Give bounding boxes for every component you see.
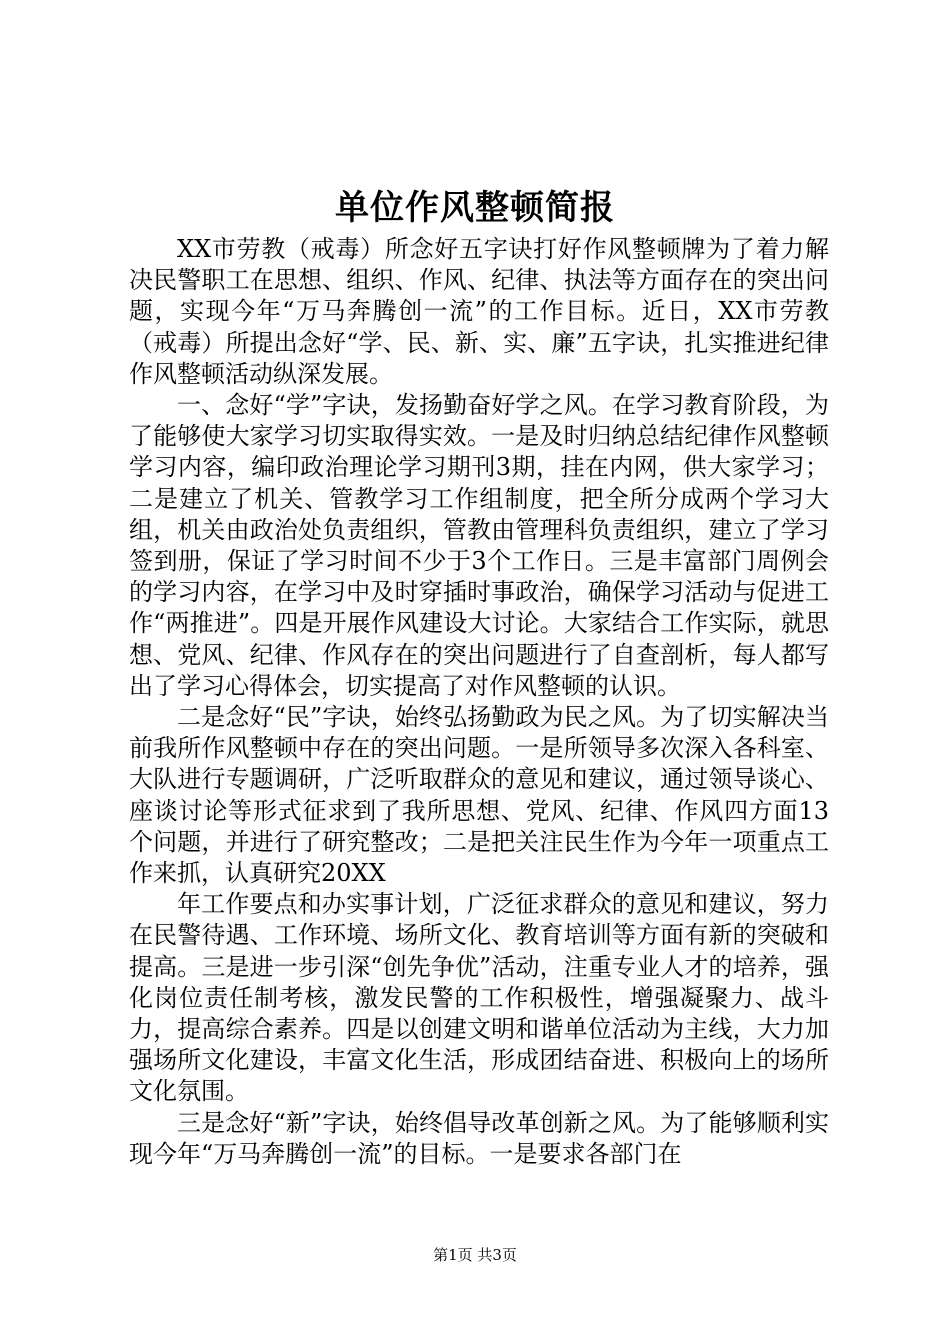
paragraph: 一、念好“学”字诀，发扬勤奋好学之风。在学习教育阶段，为了能够使大家学习切实取得实效。一是及时归纳总结纪律作风整顿学习内容，编印政治理论学习期刊3期，挂在内网，供大家学习；二是建立了机关、管教学习工作组制度，把全所分成两个学习大组，机关由政治处负责组织，管教由管理科负责组织，建立了学习签到册，保证了学习时间不少于3个工作日。三是丰富部门周例会的学习内容，在学习中及时穿插时事政治，确保学习活动与促进工作“两推进”。四是开展作风建设大讨论。大家结合工作实际，就思想、党风、纪律、作风存在的突出问题进行了自查剖析，每人都写出了学习心得体会，切实提高了对作风整顿的认识。 bbox=[129, 391, 829, 700]
paragraph: 三是念好“新”字诀，始终倡导改革创新之风。为了能够顺利实现今年“万马奔腾创一流”的目标。一是要求各部门在 bbox=[129, 1108, 829, 1168]
paragraph: 年工作要点和办实事计划，广泛征求群众的意见和建议，努力在民警待遇、工作环境、场所文化、教育培训等方面有新的突破和提高。三是进一步引深“创先争优”活动，注重专业人才的培养，强化岗位责任制考核，激发民警的工作积极性，增强凝聚力、战斗力，提高综合素养。四是以创建文明和谐单位活动为主线，大力加强场所文化建设，丰富文化生活，形成团结奋进、积极向上的场所文化氛围。 bbox=[129, 890, 829, 1106]
document-body bbox=[129, 234, 829, 1170]
paragraph: XX市劳教（戒毒）所念好五字诀打好作风整顿牌为了着力解决民警职工在思想、组织、作风、纪律、执法等方面存在的突出问题，实现今年“万马奔腾创一流”的工作目标。近日，XX市劳教（戒毒）所提出念好“学、民、新、实、廉”五字诀，扎实推进纪律作风整顿活动纵深发展。 bbox=[129, 235, 829, 388]
document-title: 单位作风整顿简报 bbox=[335, 188, 615, 228]
paragraph: 二是念好“民”字诀，始终弘扬勤政为民之风。为了切实解决当前我所作风整顿中存在的突出问题。一是所领导多次深入各科室、大队进行专题调研，广泛听取群众的意见和建议，通过领导谈心、座谈讨论等形式征求到了我所思想、党风、纪律、作风四方面13个问题，并进行了研究整改；二是把关注民生作为今年一项重点工作来抓，认真研究20XX bbox=[129, 703, 829, 888]
page-footer: 第1页 共3页 bbox=[433, 1246, 517, 1264]
